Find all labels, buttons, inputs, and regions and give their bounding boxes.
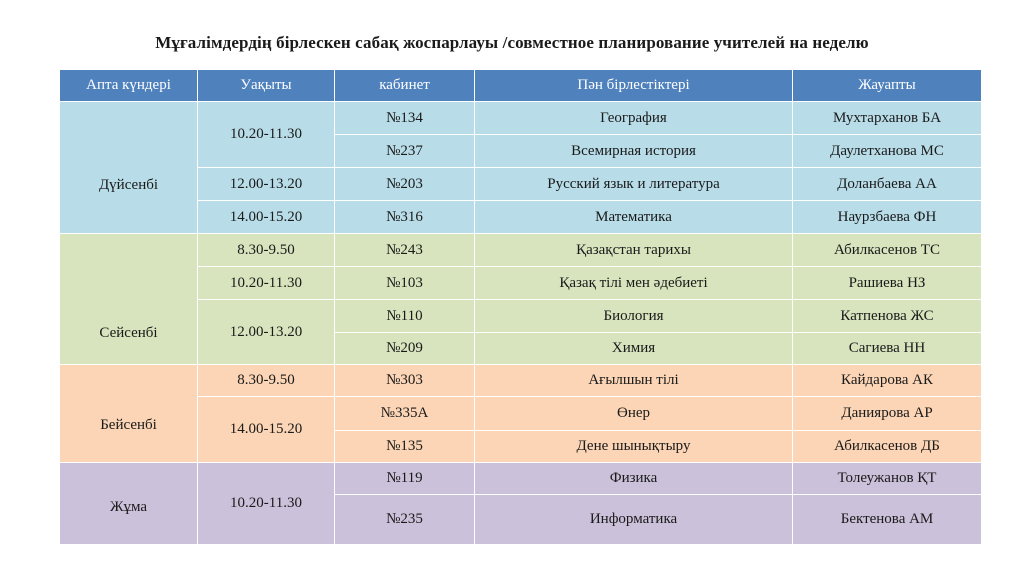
schedule-table xyxy=(59,69,982,545)
table-row xyxy=(60,365,982,397)
header-weekday: Апта күндері xyxy=(60,70,198,102)
subject-cell: Физика xyxy=(475,463,793,495)
time-cell: 8.30-9.50 xyxy=(198,365,335,397)
room-cell: №119 xyxy=(335,463,475,495)
header-room: кабинет xyxy=(335,70,475,102)
subject-cell: Қазақстан тарихы xyxy=(475,234,793,267)
subject-cell: Ағылшын тілі xyxy=(475,365,793,397)
table-row xyxy=(60,201,982,234)
responsible-cell: Сагиева НН xyxy=(793,333,982,365)
room-cell: №316 xyxy=(335,201,475,234)
table-row xyxy=(60,102,982,135)
responsible-cell: Даниярова АР xyxy=(793,397,982,431)
responsible-cell: Кайдарова АК xyxy=(793,365,982,397)
table-row xyxy=(60,267,982,300)
header-responsible: Жауапты xyxy=(793,70,982,102)
subject-cell: Биология xyxy=(475,300,793,333)
time-cell: 8.30-9.50 xyxy=(198,234,335,267)
subject-cell: Қазақ тілі мен әдебиеті xyxy=(475,267,793,300)
page-title: Мұғалімдердің бірлескен сабақ жоспарлауы /совместное планирование учителей на неделю xyxy=(155,33,869,52)
responsible-cell: Мухтарханов БА xyxy=(793,102,982,135)
day-label: Жұма xyxy=(110,498,147,515)
responsible-cell: Бектенова АМ xyxy=(793,495,982,545)
responsible-cell: Толеужанов ҚТ xyxy=(793,463,982,495)
room-cell: №237 xyxy=(335,135,475,168)
day-label: Сейсенбі xyxy=(99,324,158,341)
time-cell: 14.00-15.20 xyxy=(198,397,335,463)
table-row xyxy=(60,168,982,201)
responsible-cell: Абилкасенов ДБ xyxy=(793,431,982,463)
time-cell: 10.20-11.30 xyxy=(198,267,335,300)
day-label: Бейсенбі xyxy=(100,417,157,433)
table-row xyxy=(60,397,982,431)
day-cell-monday xyxy=(60,102,198,234)
table-row xyxy=(60,463,982,495)
room-cell: №135 xyxy=(335,431,475,463)
day-cell-tuesday xyxy=(60,234,198,365)
header-time: Уақыты xyxy=(198,70,335,102)
responsible-cell: Наурзбаева ФН xyxy=(793,201,982,234)
subject-cell: Математика xyxy=(475,201,793,234)
responsible-cell: Катпенова ЖС xyxy=(793,300,982,333)
room-cell: №209 xyxy=(335,333,475,365)
room-cell: №110 xyxy=(335,300,475,333)
subject-cell: Өнер xyxy=(475,397,793,431)
room-cell: №243 xyxy=(335,234,475,267)
subject-cell: Информатика xyxy=(475,495,793,545)
room-cell: №103 xyxy=(335,267,475,300)
room-cell: №335А xyxy=(335,397,475,431)
header-subject: Пән бірлестіктері xyxy=(475,70,793,102)
table-row xyxy=(60,234,982,267)
time-cell: 10.20-11.30 xyxy=(198,102,335,168)
subject-cell: Дене шынықтыру xyxy=(475,431,793,463)
time-cell: 12.00-13.20 xyxy=(198,300,335,365)
time-cell: 10.20-11.30 xyxy=(198,463,335,545)
table-header-row xyxy=(60,70,982,102)
day-label: Дүйсенбі xyxy=(98,177,159,193)
subject-cell: Всемирная история xyxy=(475,135,793,168)
responsible-cell: Рашиева НЗ xyxy=(793,267,982,300)
responsible-cell: Даулетханова МС xyxy=(793,135,982,168)
room-cell: №303 xyxy=(335,365,475,397)
subject-cell: Химия xyxy=(475,333,793,365)
responsible-cell: Доланбаева АА xyxy=(793,168,982,201)
time-cell: 14.00-15.20 xyxy=(198,201,335,234)
responsible-cell: Абилкасенов ТС xyxy=(793,234,982,267)
room-cell: №235 xyxy=(335,495,475,545)
room-cell: №203 xyxy=(335,168,475,201)
subject-cell: Русский язык и литература xyxy=(475,168,793,201)
time-cell: 12.00-13.20 xyxy=(198,168,335,201)
table-row xyxy=(60,300,982,333)
day-cell-thursday xyxy=(60,365,198,463)
room-cell: №134 xyxy=(335,102,475,135)
subject-cell: География xyxy=(475,102,793,135)
day-cell-friday xyxy=(60,463,198,545)
